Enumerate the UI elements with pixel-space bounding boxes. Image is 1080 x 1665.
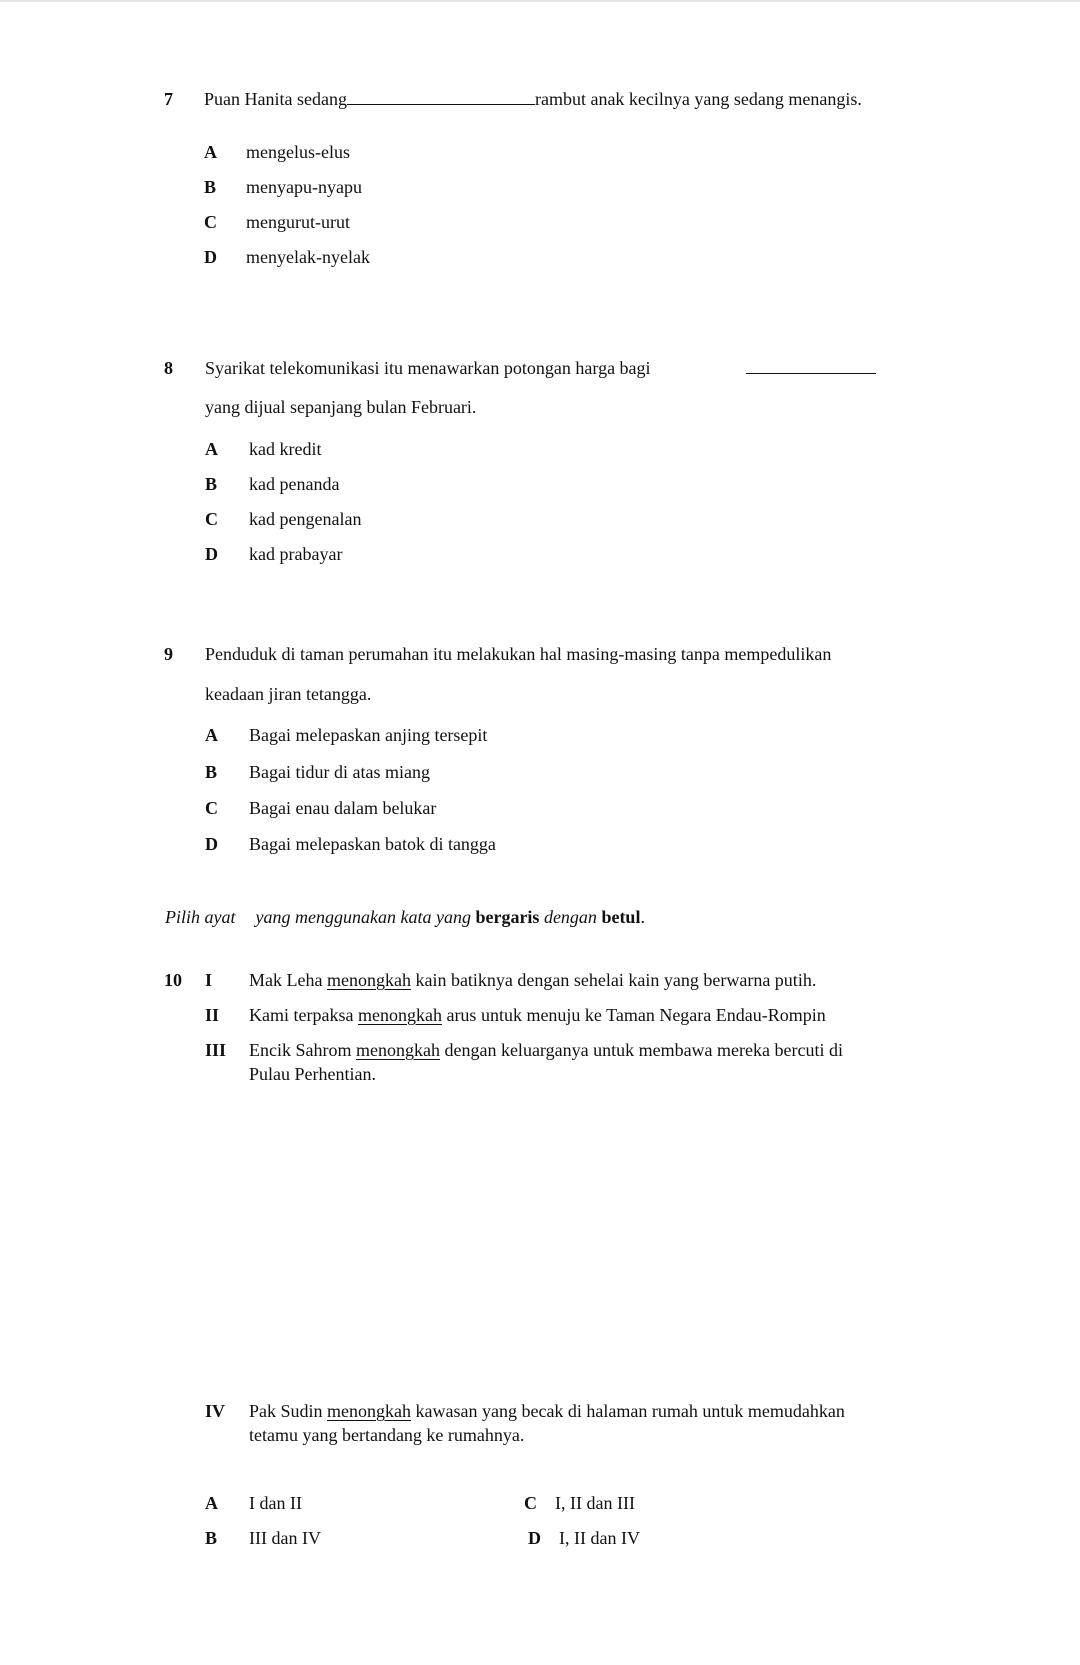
- question-text-line2: yang dijual sepanjang bulan Februari.: [205, 397, 477, 417]
- option-d-text[interactable]: Bagai melepaskan batok di tangga: [249, 834, 496, 854]
- question-number: 10: [164, 970, 182, 990]
- option-a-text[interactable]: kad kredit: [249, 439, 322, 459]
- statement-roman: III: [205, 1040, 227, 1060]
- statement-i: [249, 969, 816, 991]
- statement-text: kain batiknya dengan sehelai kain yang berwarna putih.: [415, 970, 817, 990]
- instruction-part: .: [640, 907, 645, 927]
- question-number: 9: [164, 644, 173, 664]
- option-letter: A: [205, 439, 218, 459]
- statement-text: dengan keluarganya untuk membawa mereka bercuti di: [444, 1040, 843, 1060]
- underlined-word: menongkah: [326, 970, 411, 990]
- option-c-text[interactable]: mengurut-urut: [246, 212, 350, 232]
- option-b-text[interactable]: menyapu-nyapu: [246, 177, 362, 197]
- option-c-text[interactable]: I, II dan III: [555, 1493, 635, 1513]
- answer-blank: [347, 88, 535, 105]
- statement-text: Pak Sudin: [249, 1401, 323, 1421]
- statement-text: Encik Sahrom: [249, 1040, 352, 1060]
- statement-ii: [249, 1004, 826, 1026]
- option-letter: D: [528, 1528, 541, 1548]
- option-letter: D: [205, 834, 218, 854]
- option-letter: A: [205, 725, 218, 745]
- option-letter: C: [205, 798, 218, 818]
- statement-iv-continuation: tetamu yang bertandang ke rumahnya.: [249, 1425, 525, 1445]
- option-d-text[interactable]: I, II dan IV: [559, 1528, 640, 1548]
- option-b-text[interactable]: kad penanda: [249, 474, 340, 494]
- option-a-text[interactable]: I dan II: [249, 1493, 302, 1513]
- instruction-part: dengan: [543, 907, 597, 927]
- question-text-line2: keadaan jiran tetangga.: [205, 684, 372, 704]
- answer-blank: [746, 357, 876, 374]
- statement-roman: II: [205, 1005, 220, 1025]
- option-letter: B: [205, 762, 218, 782]
- option-letter: B: [205, 1528, 218, 1548]
- option-letter: A: [205, 1493, 218, 1513]
- question-text-before: Puan Hanita sedang: [204, 89, 347, 109]
- question-number: 8: [164, 358, 173, 378]
- option-d-text[interactable]: kad prabayar: [249, 544, 343, 564]
- statement-roman: I: [205, 970, 213, 990]
- option-letter: A: [204, 142, 217, 162]
- option-letter: B: [205, 474, 218, 494]
- option-letter: B: [204, 177, 217, 197]
- statement-roman: IV: [205, 1401, 226, 1421]
- option-letter: D: [205, 544, 218, 564]
- statement-text: Mak Leha: [249, 970, 323, 990]
- option-a-text[interactable]: mengelus-elus: [246, 142, 350, 162]
- instruction-part: yang menggunakan kata yang: [255, 907, 471, 927]
- instruction-emphasis: bergaris: [475, 907, 540, 927]
- instruction-text: [165, 906, 645, 928]
- option-letter: C: [205, 509, 218, 529]
- question-text-after: rambut anak kecilnya yang sedang menangis.: [534, 89, 862, 109]
- instruction-emphasis: betul: [601, 907, 641, 927]
- statement-text: arus untuk menuju ke Taman Negara Endau-Rompin: [446, 1005, 826, 1025]
- statement-text: Kami terpaksa: [249, 1005, 354, 1025]
- statement-text: kawasan yang becak di halaman rumah untuk memudahkan: [415, 1401, 845, 1421]
- top-border: [0, 0, 1080, 2]
- option-b-text[interactable]: Bagai tidur di atas miang: [249, 762, 430, 782]
- statement-iii-continuation: Pulau Perhentian.: [249, 1064, 376, 1084]
- option-letter: D: [204, 247, 217, 267]
- option-c-text[interactable]: kad pengenalan: [249, 509, 362, 529]
- question-text-line1: Syarikat telekomunikasi itu menawarkan potongan harga bagi: [205, 358, 651, 378]
- underlined-word: menongkah: [355, 1040, 440, 1060]
- question-number: 7: [164, 89, 173, 109]
- underlined-word: menongkah: [357, 1005, 442, 1025]
- option-c-text[interactable]: Bagai enau dalam belukar: [249, 798, 437, 818]
- question-text-line1: Penduduk di taman perumahan itu melakukan hal masing-masing tanpa mempedulikan: [205, 644, 832, 664]
- statement-iii: [249, 1039, 843, 1061]
- option-b-text[interactable]: III dan IV: [249, 1528, 321, 1548]
- underlined-word: menongkah: [327, 1401, 411, 1421]
- option-letter: C: [204, 212, 217, 232]
- option-letter: C: [524, 1493, 537, 1513]
- instruction-part: Pilih ayat: [165, 907, 236, 927]
- question-text: [204, 88, 862, 110]
- option-a-text[interactable]: Bagai melepaskan anjing tersepit: [249, 725, 488, 745]
- statement-iv: [249, 1400, 845, 1422]
- option-d-text[interactable]: menyelak-nyelak: [246, 247, 370, 267]
